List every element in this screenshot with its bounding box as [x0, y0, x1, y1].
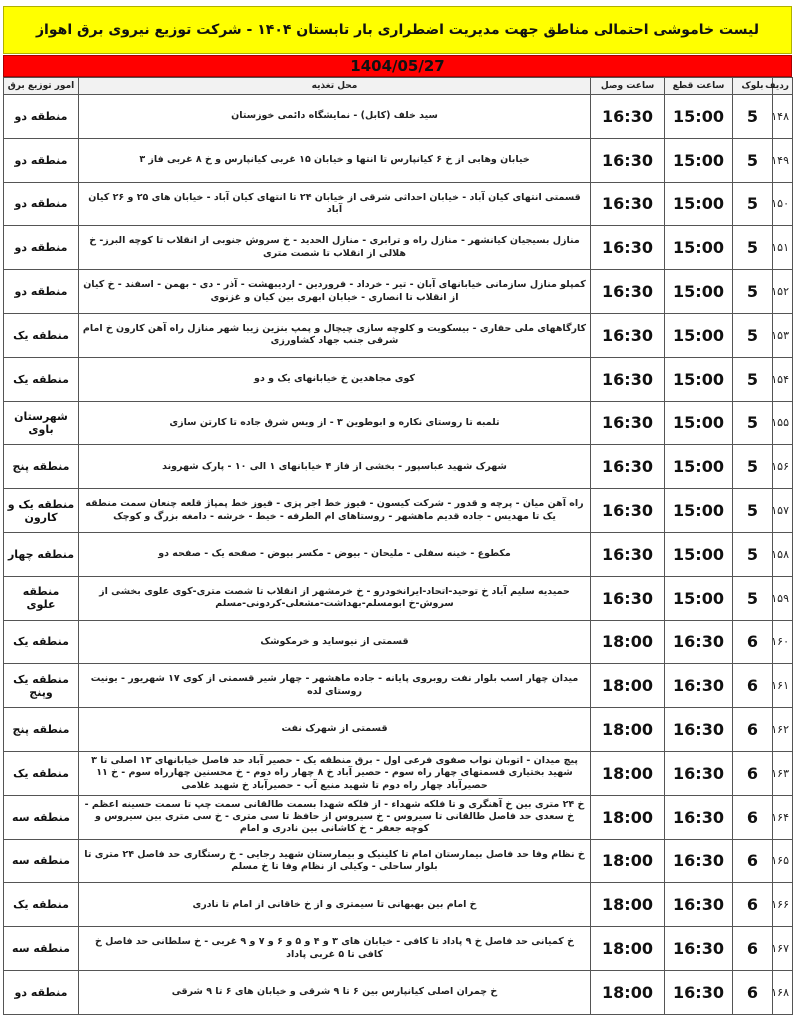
table-row: [4, 401, 793, 445]
cut-time-cell: 16:30: [665, 620, 733, 664]
region-cell: منطقه سه: [4, 795, 79, 839]
table-row: [4, 708, 793, 752]
table-row: [4, 445, 793, 489]
connect-time-cell: 16:30: [591, 313, 665, 357]
region-cell: منطقه دو: [4, 970, 79, 1014]
block-number-cell: 5: [733, 445, 773, 489]
location-cell: منازل بسیجیان کیانشهر - منازل راه و ترابری - منازل الحدید - خ سروش جنوبی از انقلاب تا کوچه البرز- خ هلالی از انقلاب تا شصت متری: [79, 226, 591, 270]
table-row: [4, 839, 793, 883]
connect-time-cell: 16:30: [591, 401, 665, 445]
block-number-cell: 6: [733, 927, 773, 971]
table-row: [4, 532, 793, 576]
row-number-cell: ۱۵۱: [773, 226, 793, 270]
table-row: [4, 927, 793, 971]
row-number-cell: ۱۵۵: [773, 401, 793, 445]
table-row: [4, 795, 793, 839]
block-number-cell: 5: [733, 401, 773, 445]
row-number-cell: ۱۶۵: [773, 839, 793, 883]
table-row: [4, 489, 793, 533]
block-number-cell: 5: [733, 95, 773, 139]
block-number-cell: 6: [733, 708, 773, 752]
cut-time-cell: 15:00: [665, 445, 733, 489]
col-header-region: امور توزیع برق: [4, 78, 79, 95]
row-number-cell: ۱۵۷: [773, 489, 793, 533]
table-body: [4, 95, 793, 1015]
region-cell: منطقه دو: [4, 95, 79, 139]
location-cell: تلمبه تا روستای نکاره و ابوطوین ۳ - از ویس شرق جاده تا کارتن سازی: [79, 401, 591, 445]
outage-table: [3, 77, 793, 1015]
table-row: [4, 576, 793, 620]
connect-time-cell: 18:00: [591, 883, 665, 927]
location-cell: خ چمران اصلی کیانپارس بین ۶ تا ۹ شرقی و خیابان های ۶ تا ۹ شرقی: [79, 970, 591, 1014]
connect-time-cell: 16:30: [591, 138, 665, 182]
location-cell: کارگاههای ملی حفاری - بیسکویت و کلوچه سازی چیچال و پمپ بنزین زیبا شهر منازل راه آهن کارون خ امام شرقی جنب جهاد کشاورزی: [79, 313, 591, 357]
connect-time-cell: 16:30: [591, 270, 665, 314]
region-cell: منطقه سه: [4, 839, 79, 883]
cut-time-cell: 15:00: [665, 95, 733, 139]
region-cell: منطقه یک و کارون: [4, 489, 79, 533]
table-row: [4, 138, 793, 182]
region-cell: منطقه یک: [4, 883, 79, 927]
row-number-cell: ۱۶۱: [773, 664, 793, 708]
row-number-cell: ۱۵۳: [773, 313, 793, 357]
cut-time-cell: 15:00: [665, 489, 733, 533]
cut-time-cell: 16:30: [665, 970, 733, 1014]
connect-time-cell: 16:30: [591, 445, 665, 489]
connect-time-cell: 18:00: [591, 795, 665, 839]
table-row: [4, 664, 793, 708]
location-cell: خیابان وهابی از خ ۶ کیانپارس تا انتها و خیابان ۱۵ غربی کیانپارس و خ ۸ غربی فاز ۳: [79, 138, 591, 182]
location-cell: حمیدیه سلیم آباد خ توحید-اتحاد-ایرانخودرو - خ خرمشهر از انقلاب تا شصت متری-کوی علوی بخشی از سروش-خ ابومسلم-بهداشت-مشعلی-کردونی-مسلم: [79, 576, 591, 620]
location-cell: سید خلف (کابل) - نمایشگاه دائمی خوزستان: [79, 95, 591, 139]
block-number-cell: 6: [733, 970, 773, 1014]
location-cell: شهرک شهید عباسپور - بخشی از فاز ۴ خیابانهای ۱ الی ۱۰ - پارک شهروند: [79, 445, 591, 489]
cut-time-cell: 16:30: [665, 839, 733, 883]
connect-time-cell: 16:30: [591, 532, 665, 576]
table-row: [4, 620, 793, 664]
row-number-cell: ۱۵۲: [773, 270, 793, 314]
connect-time-cell: 18:00: [591, 708, 665, 752]
col-header-cut-time: ساعت قطع: [665, 78, 733, 95]
block-number-cell: 5: [733, 138, 773, 182]
connect-time-cell: 16:30: [591, 226, 665, 270]
table-row: [4, 883, 793, 927]
col-header-location: محل تغذیه: [79, 78, 591, 95]
block-number-cell: 6: [733, 795, 773, 839]
connect-time-cell: 18:00: [591, 664, 665, 708]
connect-time-cell: 18:00: [591, 970, 665, 1014]
row-number-cell: ۱۶۴: [773, 795, 793, 839]
date-banner: 1404/05/27: [3, 55, 792, 77]
cut-time-cell: 15:00: [665, 182, 733, 226]
row-number-cell: ۱۶۸: [773, 970, 793, 1014]
cut-time-cell: 16:30: [665, 927, 733, 971]
table-row: [4, 751, 793, 795]
cut-time-cell: 15:00: [665, 532, 733, 576]
connect-time-cell: 18:00: [591, 839, 665, 883]
block-number-cell: 5: [733, 489, 773, 533]
location-cell: قسمتی انتهای کیان آباد - خیابان احداثی شرقی از خیابان ۲۴ تا انتهای کیان آباد - خیابان های ۲۵ و ۲۶ کیان آباد: [79, 182, 591, 226]
cut-time-cell: 15:00: [665, 270, 733, 314]
region-cell: منطقه دو: [4, 226, 79, 270]
row-number-cell: ۱۶۷: [773, 927, 793, 971]
region-cell: شهرستان باوی: [4, 401, 79, 445]
block-number-cell: 6: [733, 883, 773, 927]
connect-time-cell: 16:30: [591, 182, 665, 226]
location-cell: کوی مجاهدین خ خیابانهای یک و دو: [79, 357, 591, 401]
connect-time-cell: 16:30: [591, 357, 665, 401]
cut-time-cell: 15:00: [665, 313, 733, 357]
row-number-cell: ۱۵۶: [773, 445, 793, 489]
region-cell: منطقه پنج: [4, 445, 79, 489]
region-cell: منطقه یک: [4, 620, 79, 664]
block-number-cell: 5: [733, 226, 773, 270]
block-number-cell: 6: [733, 664, 773, 708]
cut-time-cell: 15:00: [665, 226, 733, 270]
block-number-cell: 5: [733, 270, 773, 314]
region-cell: منطقه پنج: [4, 708, 79, 752]
block-number-cell: 6: [733, 751, 773, 795]
row-number-cell: ۱۵۹: [773, 576, 793, 620]
block-number-cell: 5: [733, 532, 773, 576]
block-number-cell: 6: [733, 620, 773, 664]
location-cell: کمپلو منازل سازمانی خیابانهای آبان - تیر - خرداد - فروردین - اردیبهشت - آذر - دی - بهمن - اسفند - خ کیان از انقلاب تا انصاری - خیابان ابهری بین کیان و غزنوی: [79, 270, 591, 314]
connect-time-cell: 16:30: [591, 576, 665, 620]
block-number-cell: 6: [733, 839, 773, 883]
table-row: [4, 95, 793, 139]
location-cell: خ کمیانی حد فاصل خ ۹ پاداد تا کافی - خیابان های ۳ و ۴ و ۵ و ۶ و ۷ و ۹ غربی - خ سلطانی حد فاصل خ کافی تا ۵ غربی پاداد: [79, 927, 591, 971]
table-row: [4, 357, 793, 401]
row-number-cell: ۱۶۰: [773, 620, 793, 664]
location-cell: خ ۲۴ متری بین خ آهنگری و تا فلکه شهداء - از فلکه شهدا بسمت طالقانی سمت چپ تا سمت حسینه اعظم - خ سعدی حد فاصل طالقانی تا سیروس - خ سیروس از حافظ تا سی متری - خ سی متری بین سیروس و کوچه جعفر - خ کاشانی بین نادری و امام: [79, 795, 591, 839]
connect-time-cell: 18:00: [591, 620, 665, 664]
region-cell: منطقه دو: [4, 138, 79, 182]
location-cell: خ نظام وفا حد فاصل بیمارستان امام تا کلینیک و بیمارستان شهید رجایی - خ رستگاری حد فاصل ۲۴ متری تا بلوار ساحلی - وکیلی از نظام وفا تا خ مسلم: [79, 839, 591, 883]
region-cell: منطقه یک: [4, 313, 79, 357]
region-cell: منطقه یک: [4, 357, 79, 401]
region-cell: منطقه یک وپنج: [4, 664, 79, 708]
cut-time-cell: 15:00: [665, 138, 733, 182]
location-cell: پیچ میدان - اتوبان نواب صفوی فرعی اول - برق منطقه یک - حصیر آباد حد فاصل خیابانهای ۱۳ اصلی تا ۳ شهید بختیاری قسمتهای چهار راه سوم - حصیر آباد خ ۸ چهار راه دوم - خ محسنین چهارراه سوم - خ ۱۱ حصیرآباد چهار راه دوم تا شهید منیع آب - حصیرآباد خ شهید غلامی: [79, 751, 591, 795]
cut-time-cell: 16:30: [665, 751, 733, 795]
location-cell: راه آهن میان - پرچه و قدور - شرکت کیسون - فیوز خط اجر پزی - فیوز خط پمپاژ قلعه چنعان سمت منطقه یک تا مهدیس - جاده قدیم ماهشهر - روستاهای ام الطرفه - خیط - خرشه - دامغه بزرگ و کوچک: [79, 489, 591, 533]
table-row: [4, 970, 793, 1014]
cut-time-cell: 15:00: [665, 357, 733, 401]
table-row: [4, 226, 793, 270]
table-row: [4, 313, 793, 357]
block-number-cell: 5: [733, 313, 773, 357]
row-number-cell: ۱۶۳: [773, 751, 793, 795]
connect-time-cell: 18:00: [591, 751, 665, 795]
cut-time-cell: 16:30: [665, 664, 733, 708]
row-number-cell: ۱۶۲: [773, 708, 793, 752]
region-cell: منطقه دو: [4, 182, 79, 226]
table-header-row: [4, 78, 793, 95]
region-cell: منطقه چهار: [4, 532, 79, 576]
location-cell: قسمتی از نیوساید و خرمکوشک: [79, 620, 591, 664]
block-number-cell: 5: [733, 357, 773, 401]
connect-time-cell: 16:30: [591, 95, 665, 139]
table-row: [4, 270, 793, 314]
block-number-cell: 5: [733, 182, 773, 226]
cut-time-cell: 16:30: [665, 708, 733, 752]
location-cell: خ امام بین بهبهانی تا سیمتری و از خ خاقانی از امام تا نادری: [79, 883, 591, 927]
page-title: لیست خاموشی احتمالی مناطق جهت مدیریت اضطراری بار تابستان ۱۴۰۴ - شرکت توزیع نیروی برق اهواز: [3, 6, 792, 54]
location-cell: قسمتی از شهرک نفت: [79, 708, 591, 752]
cut-time-cell: 15:00: [665, 576, 733, 620]
row-number-cell: ۱۶۶: [773, 883, 793, 927]
col-header-connect-time: ساعت وصل: [591, 78, 665, 95]
cut-time-cell: 16:30: [665, 795, 733, 839]
row-number-cell: ۱۵۴: [773, 357, 793, 401]
row-number-cell: ۱۴۸: [773, 95, 793, 139]
region-cell: منطقه یک: [4, 751, 79, 795]
table-row: [4, 182, 793, 226]
location-cell: مکطوع - خینه سفلی - ملیحان - بیوض - مکسر بیوض - صفحه یک - صفحه دو: [79, 532, 591, 576]
location-cell: میدان چهار اسب بلوار نفت روبروی پایانه - جاده ماهشهر - چهار شیر قسمتی از کوی ۱۷ شهریور - یونیت روستای لده: [79, 664, 591, 708]
row-number-cell: ۱۴۹: [773, 138, 793, 182]
connect-time-cell: 16:30: [591, 489, 665, 533]
block-number-cell: 5: [733, 576, 773, 620]
col-header-row-number: ردیف: [773, 78, 793, 95]
col-header-block: بلوک: [733, 78, 773, 95]
region-cell: منطقه دو: [4, 270, 79, 314]
region-cell: منطقه علوی: [4, 576, 79, 620]
cut-time-cell: 16:30: [665, 883, 733, 927]
connect-time-cell: 18:00: [591, 927, 665, 971]
region-cell: منطقه سه: [4, 927, 79, 971]
row-number-cell: ۱۵۸: [773, 532, 793, 576]
cut-time-cell: 15:00: [665, 401, 733, 445]
row-number-cell: ۱۵۰: [773, 182, 793, 226]
